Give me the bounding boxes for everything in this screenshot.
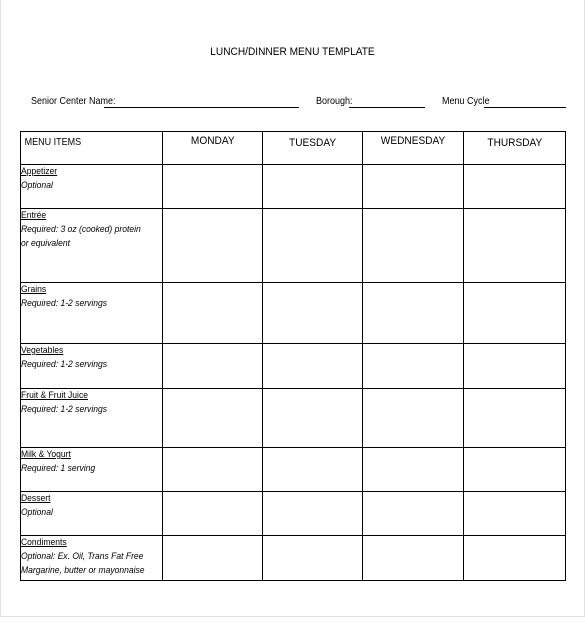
menu-item-entree <box>21 209 163 283</box>
menu-item-appetizer <box>21 165 163 209</box>
menu-item-vegetables <box>21 344 163 389</box>
cell-thursday[interactable] <box>464 492 566 536</box>
table-row <box>21 389 566 448</box>
item-name: Entrée <box>21 210 47 221</box>
cell-wednesday[interactable] <box>363 209 464 283</box>
day-header-monday: MONDAY <box>163 132 263 165</box>
cell-tuesday[interactable] <box>263 344 363 389</box>
day-header-wednesday: WEDNESDAY <box>363 132 464 165</box>
item-name: Fruit & Fruit Juice <box>21 390 88 401</box>
menu-item-dessert <box>21 492 163 536</box>
cell-thursday[interactable] <box>464 389 566 448</box>
table-row <box>21 283 566 344</box>
cell-monday[interactable] <box>163 344 263 389</box>
menu-cycle-field[interactable] <box>484 107 566 108</box>
cell-wednesday[interactable] <box>363 448 464 492</box>
cell-wednesday[interactable] <box>363 283 464 344</box>
item-note: Optional <box>21 180 53 191</box>
day-header-tuesday: TUESDAY <box>263 132 363 165</box>
item-note: Required: 1-2 servings <box>21 298 108 309</box>
cell-thursday[interactable] <box>464 344 566 389</box>
item-name: Vegetables <box>21 345 64 356</box>
cell-thursday[interactable] <box>464 448 566 492</box>
cell-monday[interactable] <box>163 536 263 581</box>
item-name: Dessert <box>21 493 51 504</box>
table-row <box>21 492 566 536</box>
cell-tuesday[interactable] <box>263 165 363 209</box>
menu-item-condiments <box>21 536 163 581</box>
day-header-thursday: THURSDAY <box>464 132 566 165</box>
cell-thursday[interactable] <box>464 165 566 209</box>
cell-tuesday[interactable] <box>263 536 363 581</box>
item-note: Required: 1-2 servings <box>21 404 108 415</box>
cell-monday[interactable] <box>163 165 263 209</box>
item-note-2: or equivalent <box>21 238 70 249</box>
menu-item-fruit <box>21 389 163 448</box>
menu-table <box>20 131 566 581</box>
cell-wednesday[interactable] <box>363 165 464 209</box>
menu-item-milk-yogurt <box>21 448 163 492</box>
cell-wednesday[interactable] <box>363 492 464 536</box>
item-note: Required: 1 serving <box>21 463 96 474</box>
cell-monday[interactable] <box>163 492 263 536</box>
menu-item-grains <box>21 283 163 344</box>
item-name: Condiments <box>21 537 67 548</box>
menu-cycle-label: Menu Cycle <box>442 96 490 107</box>
cell-wednesday[interactable] <box>363 536 464 581</box>
cell-tuesday[interactable] <box>263 209 363 283</box>
item-name: Appetizer <box>21 166 58 177</box>
table-row <box>21 344 566 389</box>
senior-center-label: Senior Center Name: <box>31 96 116 107</box>
cell-thursday[interactable] <box>464 209 566 283</box>
borough-field[interactable] <box>349 107 425 108</box>
cell-tuesday[interactable] <box>263 448 363 492</box>
item-name: Milk & Yogurt <box>21 449 71 460</box>
cell-tuesday[interactable] <box>263 389 363 448</box>
cell-tuesday[interactable] <box>263 283 363 344</box>
cell-wednesday[interactable] <box>363 389 464 448</box>
cell-monday[interactable] <box>163 448 263 492</box>
cell-wednesday[interactable] <box>363 344 464 389</box>
item-note: Required: 1-2 servings <box>21 359 108 370</box>
cell-thursday[interactable] <box>464 536 566 581</box>
cell-monday[interactable] <box>163 283 263 344</box>
table-row <box>21 209 566 283</box>
cell-monday[interactable] <box>163 389 263 448</box>
item-name: Grains <box>21 284 47 295</box>
document-title: LUNCH/DINNER MENU TEMPLATE <box>210 46 375 58</box>
item-note: Optional <box>21 507 53 518</box>
table-row <box>21 536 566 581</box>
cell-tuesday[interactable] <box>263 492 363 536</box>
item-note: Optional: Ex. Oil, Trans Fat Free <box>21 551 144 562</box>
cell-thursday[interactable] <box>464 283 566 344</box>
borough-label: Borough: <box>316 96 353 107</box>
header-row <box>21 132 566 165</box>
table-row <box>21 165 566 209</box>
cell-monday[interactable] <box>163 209 263 283</box>
table-row <box>21 448 566 492</box>
senior-center-field[interactable] <box>104 107 299 108</box>
menu-items-header: MENU ITEMS <box>21 132 163 165</box>
item-note-2: Margarine, butter or mayonnaise <box>21 565 145 576</box>
item-note: Required: 3 oz (cooked) protein <box>21 224 141 235</box>
